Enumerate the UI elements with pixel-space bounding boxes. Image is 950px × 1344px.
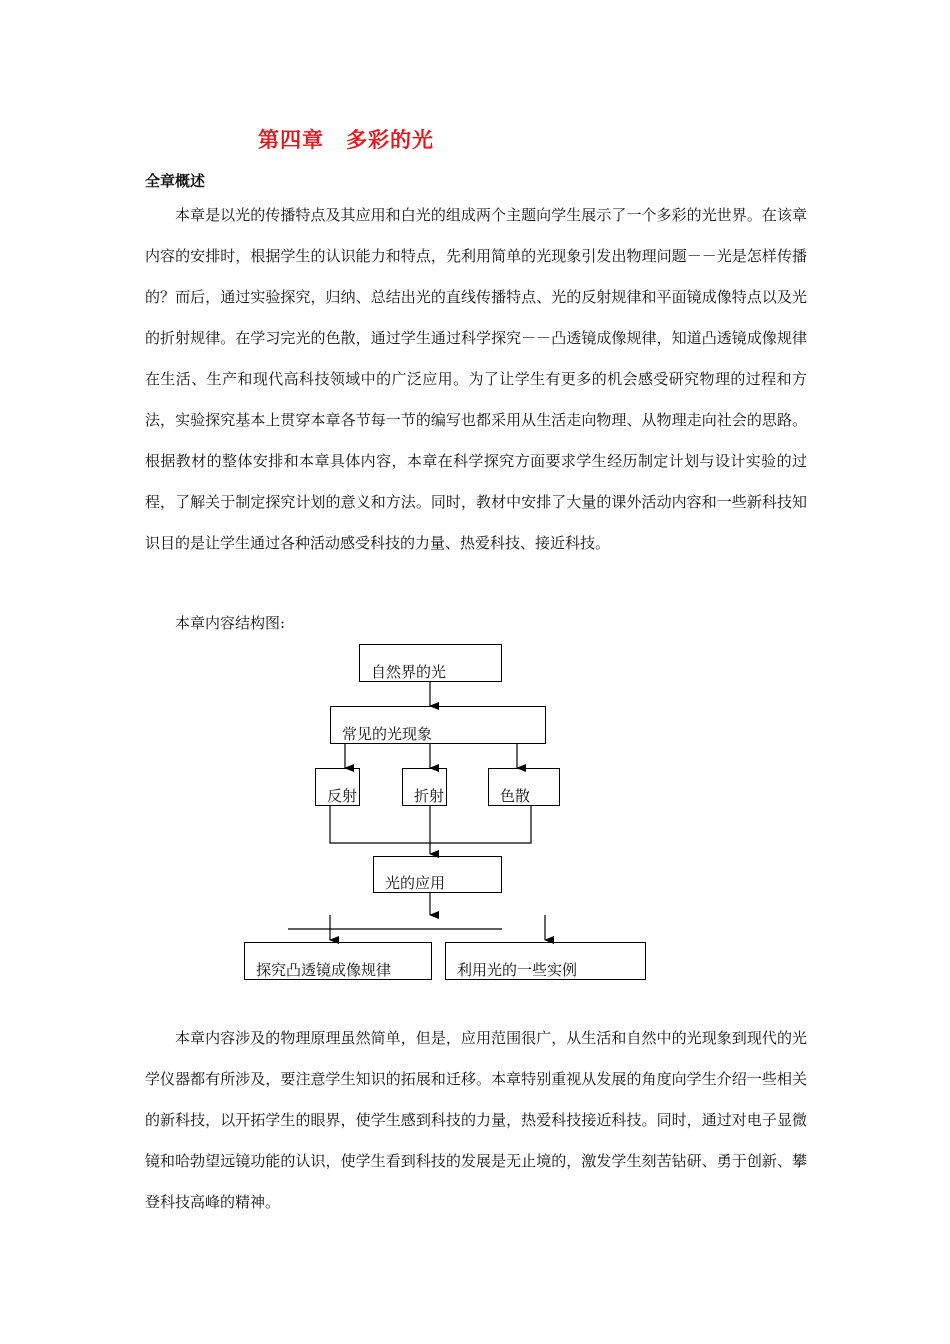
diagram-caption: 本章内容结构图: (175, 614, 286, 632)
box-examples-label: 利用光的一些实例 (457, 961, 578, 979)
box-natural-light-label: 自然界的光 (371, 663, 447, 681)
box-refraction-label: 折射 (414, 787, 445, 805)
overview-paragraph: 本章是以光的传播特点及其应用和白光的组成两个主题向学生展示了一个多彩的光世界。在该章内容的安排时，根据学生的认识能力和特点，先利用简单的光现象引发出物理问题－－光是怎样传播的？而后，通过实验探究，归纳、总结出光的直线传播特点、光的反射规律和平面镜成像特点以及光的折射规律。在学习完光的色散，通过学生通过科学探究－－凸透镜成像规律，知道凸透镜成像规律在生活、生产和现代高科技领域中的广泛应用。为了让学生有更多的机会感受研究物理的过程和方法，实验探究基本上贯穿本章各节每一节的编写也都采用从生活走向物理、从物理走向社会的思路。根据教材的整体安排和本章具体内容，本章在科学探究方面要求学生经历制定计划与设计实验的过程，了解关于制定探究计划的意义和方法。同时，教材中安排了大量的课外活动内容和一些新科技知识目的是让学生通过各种活动感受科技的力量、热爱科技、接近科技。 (145, 206, 807, 552)
box-reflection (315, 768, 360, 806)
box-convex-lens (244, 942, 432, 980)
chapter-title: 第四章 多彩的光 (258, 128, 434, 152)
box-dispersion (488, 768, 560, 806)
summary-paragraph: 本章内容涉及的物理原理虽然简单，但是，应用范围很广，从生活和自然中的光现象到现代的光学仪器都有所涉及，要注意学生知识的拓展和迁移。本章特别重视从发展的角度向学生介绍一些相关的新科技，以开拓学生的眼界，使学生感到科技的力量，热爱科技接近科技。同时，通过对电子显微镜和哈勃望远镜功能的认识，使学生看到科技的发展是无止境的，激发学生刻苦钻研、勇于创新、攀登科技高峰的精神。 (145, 1029, 807, 1211)
section-heading: 全章概述 (145, 172, 206, 190)
box-common-phenomena (330, 706, 546, 744)
box-refraction (402, 768, 447, 806)
box-natural-light (359, 644, 502, 682)
box-dispersion-label: 色散 (500, 787, 531, 805)
box-reflection-label: 反射 (327, 787, 358, 805)
box-examples (445, 942, 646, 980)
box-common-phenomena-label: 常见的光现象 (342, 725, 433, 743)
box-application-label: 光的应用 (385, 874, 446, 892)
box-application (373, 856, 502, 893)
box-convex-lens-label: 探究凸透镜成像规律 (256, 961, 392, 979)
